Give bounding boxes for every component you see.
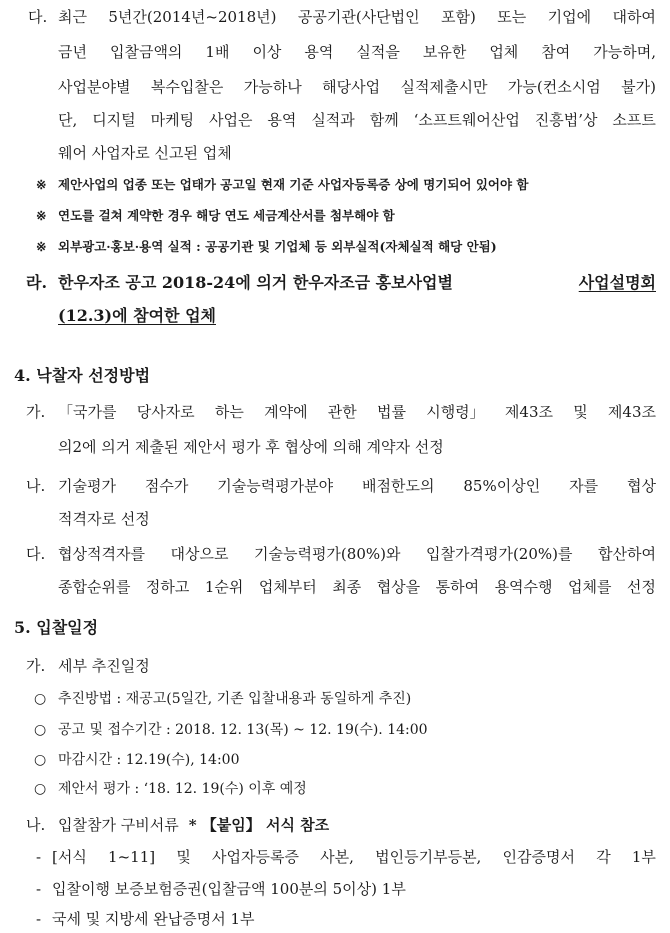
- word: 선정: [626, 578, 656, 596]
- word: 보유한: [422, 43, 467, 61]
- word: 용역: [304, 43, 334, 61]
- s4-c-line-1: [58, 547, 656, 562]
- s4-c-line-2: [58, 580, 656, 595]
- dash-icon: -: [36, 848, 42, 866]
- word: 해당사업: [322, 78, 381, 96]
- s5-b-title-row: [58, 818, 329, 833]
- s4-a-line-1: [58, 405, 656, 420]
- section-c-line-1: [58, 10, 656, 25]
- word: 배점한도의: [362, 477, 435, 495]
- word: 1~11]: [108, 848, 156, 866]
- word: 85%이상인: [463, 477, 541, 495]
- word: 실적을: [356, 43, 400, 61]
- s5-a-item-2: 공고 및 접수기간 : 2018. 12. 13(목) ~ 12. 19(수). 14:00: [58, 722, 428, 738]
- word: 자를: [569, 477, 599, 495]
- section-c-marker: 다.: [28, 8, 48, 26]
- section-d-line-1-text: 한우자조 공고 2018-24에 의거 한우자조금 홍보사업별: [58, 273, 453, 292]
- word: 시행령」: [426, 403, 485, 421]
- word: 입찰가격평가(20%)를: [426, 545, 573, 563]
- word: 점수가: [144, 477, 189, 495]
- word: 합산하여: [598, 545, 656, 563]
- word: 하는: [214, 403, 244, 421]
- word: 기업에: [547, 8, 592, 26]
- word: 가능(컨소시엄: [507, 78, 601, 96]
- word: 가능하나: [243, 78, 302, 96]
- word: 및: [176, 848, 191, 866]
- word: 법인등기부등본,: [375, 848, 482, 866]
- word: ‘소프트웨어산업: [413, 111, 520, 129]
- section-d-line-2: (12.3)에 참여한 업체: [58, 306, 216, 325]
- word: 업체부터: [258, 578, 317, 596]
- word: 사업자등록증: [212, 848, 299, 866]
- word: 함께: [369, 111, 399, 129]
- word: 입찰금액의: [109, 43, 183, 61]
- word: 실적과: [311, 111, 355, 129]
- word: 공공기관(사단법인: [297, 8, 420, 26]
- word: 1부: [631, 848, 656, 866]
- word: [서식: [52, 848, 87, 866]
- word: 협상적격자를: [58, 545, 145, 563]
- word: 진흥법’상: [534, 111, 598, 129]
- s5-b-item-2: 입찰이행 보증보험증권(입찰금액 100분의 5이상) 1부: [52, 880, 406, 898]
- word: 정하고: [145, 578, 190, 596]
- word: 참여: [541, 43, 571, 61]
- word: 단,: [58, 111, 78, 129]
- bullet-icon: ○: [34, 691, 47, 707]
- s5-b-item-3: 국세 및 지방세 완납증명서 1부: [52, 910, 255, 928]
- note-mark-3: ※: [36, 239, 47, 254]
- section-d-briefing-link: 사업설명회: [578, 273, 656, 292]
- word: 복수입찰은: [150, 78, 224, 96]
- s5-a-item-4: 제안서 평가 : ‘18. 12. 19(수) 이후 예정: [58, 781, 307, 797]
- section-d-marker: 라.: [26, 273, 48, 292]
- word: 당사자로: [136, 403, 195, 421]
- word: 금년: [58, 43, 87, 61]
- word: 업체: [489, 43, 519, 61]
- word: 계약에: [264, 403, 308, 421]
- s5-a-item-3: 마감시간 : 12.19(수), 14:00: [58, 752, 240, 768]
- heading-4: 4. 낙찰자 선정방법: [14, 366, 151, 385]
- section-c-line-2: [58, 45, 656, 60]
- word: 대하여: [612, 8, 656, 26]
- word: 협상을: [376, 578, 421, 596]
- dash-icon: -: [36, 880, 42, 898]
- bullet-icon: ○: [34, 781, 47, 797]
- s5-a-item-1: 추진방법 : 재공고(5일간, 기존 입찰내용과 동일하게 추진): [58, 691, 412, 707]
- word: 사업분야별: [58, 78, 131, 96]
- note-1: 제안사업의 업종 또는 업태가 공고일 현재 기준 사업자등록증 상에 명기되어 있어야 함: [58, 177, 529, 192]
- section-d-line-1: [58, 275, 656, 291]
- dash-icon: -: [36, 910, 42, 928]
- word: 각: [596, 848, 611, 866]
- s4-a-marker: 가.: [26, 403, 46, 421]
- s4-b-line-2: 적격자로 선정: [58, 510, 150, 528]
- s5-b-item-1: [52, 850, 656, 865]
- word: 협상: [626, 477, 656, 495]
- word: 인감증명서: [502, 848, 575, 866]
- word: 1순위: [204, 578, 244, 596]
- word: 소프트: [612, 111, 656, 129]
- section-c-line-3: [58, 80, 656, 95]
- word: 사본,: [320, 848, 354, 866]
- s5-b-marker: 나.: [26, 816, 46, 834]
- bullet-icon: ○: [34, 722, 47, 738]
- word: 5년간(2014년~2018년): [108, 8, 277, 26]
- section-c-line-5: 웨어 사업자로 신고된 업체: [58, 144, 232, 162]
- word: 또는: [497, 8, 527, 26]
- s5-a-marker: 가.: [26, 657, 46, 675]
- note-3: 외부광고·홍보·용역 실적 : 공공기관 및 기업체 등 외부실적(자체실적 해당 안됨): [58, 239, 497, 254]
- word: 실적제출시만: [400, 78, 488, 96]
- s5-b-ref: * 【붙임】 서식 참조: [188, 816, 330, 834]
- word: 기술능력평가분야: [217, 477, 334, 495]
- s4-b-marker: 나.: [26, 477, 46, 495]
- word: 디지털: [92, 111, 136, 129]
- s5-a-title: 세부 추진일정: [58, 657, 150, 675]
- word: 사업은: [209, 111, 253, 129]
- word: 업체를: [567, 578, 612, 596]
- bullet-icon: ○: [34, 752, 47, 768]
- word: 기술평가: [58, 477, 116, 495]
- word: 제43조: [504, 403, 553, 421]
- word: 최종: [332, 578, 362, 596]
- word: 제43조: [607, 403, 656, 421]
- word: 통하여: [435, 578, 480, 596]
- word: 용역수행: [494, 578, 553, 596]
- heading-5: 5. 입찰일정: [14, 618, 99, 637]
- word: 용역: [267, 111, 297, 129]
- word: 대상으로: [170, 545, 229, 563]
- word: 불가): [621, 78, 656, 96]
- word: 이상: [252, 43, 282, 61]
- section-c-line-4: [58, 113, 656, 128]
- note-mark-2: ※: [36, 208, 47, 223]
- word: 및: [573, 403, 588, 421]
- s4-a-line-2: 의2에 의거 제출된 제안서 평가 후 협상에 의해 계약자 선정: [58, 438, 444, 456]
- s4-c-marker: 다.: [26, 545, 46, 563]
- word: 최근: [58, 8, 87, 26]
- word: 종합순위를: [58, 578, 131, 596]
- word: 법률: [377, 403, 406, 421]
- s5-b-title: 입찰참가 구비서류: [58, 816, 179, 834]
- note-mark-1: ※: [36, 177, 47, 192]
- word: 마케팅: [150, 111, 195, 129]
- word: 포함): [441, 8, 476, 26]
- word: 가능하며,: [593, 43, 656, 61]
- word: 「국가를: [58, 403, 117, 421]
- word: 기술능력평가(80%)와: [253, 545, 401, 563]
- word: 관한: [327, 403, 357, 421]
- note-2: 연도를 걸쳐 계약한 경우 해당 연도 세금계산서를 첨부해야 함: [58, 208, 395, 223]
- s4-b-line-1: [58, 479, 656, 494]
- word: 1배: [205, 43, 230, 61]
